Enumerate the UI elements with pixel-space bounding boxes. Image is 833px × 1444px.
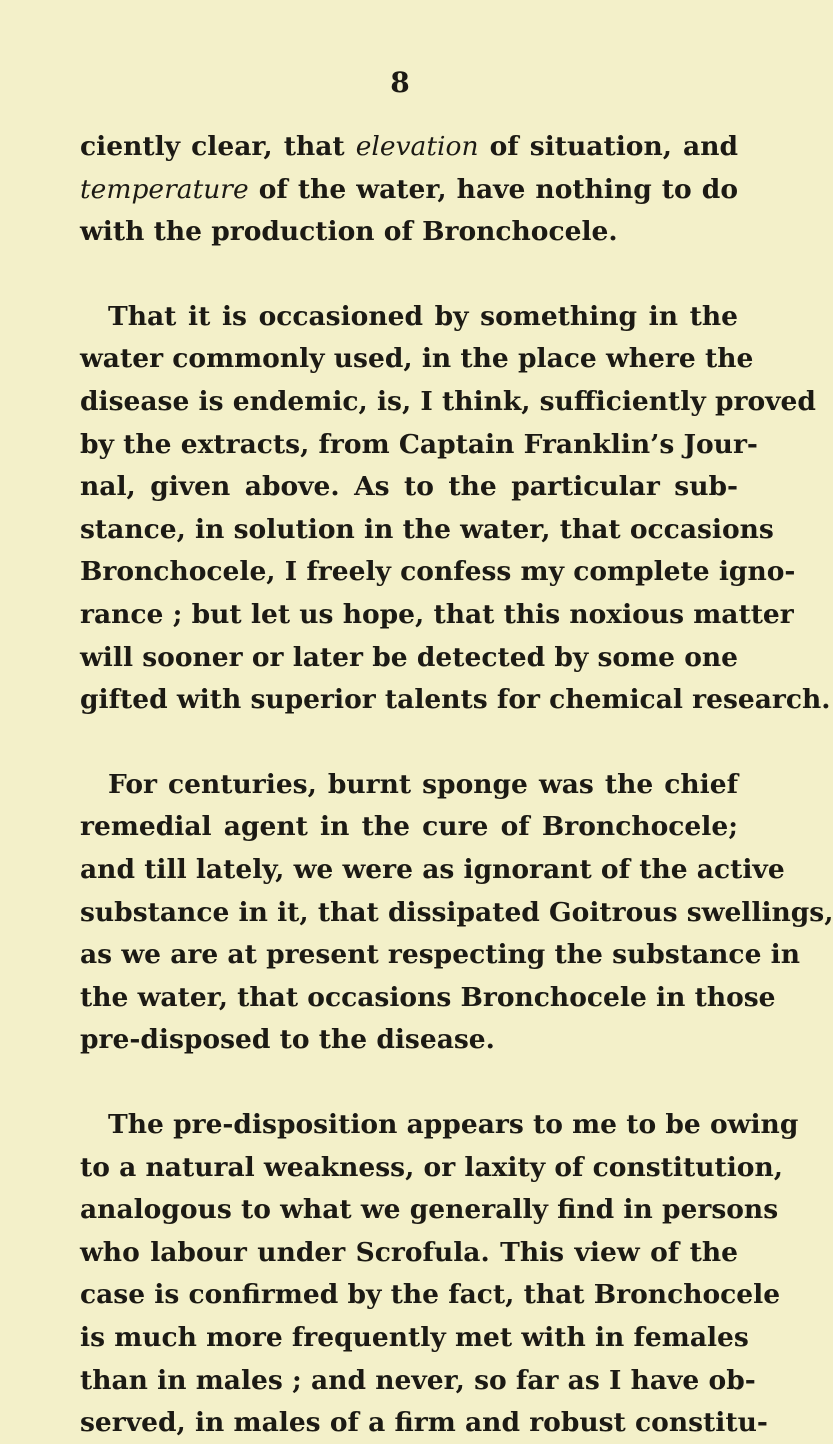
- text-run: as we are at present respecting the substance in: [80, 939, 800, 970]
- text-run: with the production of Bronchocele.: [80, 216, 618, 247]
- text-run: ciently clear, that: [80, 131, 356, 162]
- italic-phrase: elevation: [355, 131, 479, 162]
- text-line: [80, 806, 738, 848]
- text-line: [80, 424, 758, 466]
- text-run: For centuries, burnt sponge was the chief: [108, 769, 738, 800]
- text-run: to a natural weakness, or laxity of constitution,: [80, 1152, 783, 1183]
- text-line: [80, 637, 738, 679]
- text-line: [80, 338, 754, 380]
- text-run: substance in it, that dissipated Goitrous swellings,: [80, 897, 833, 928]
- text-line: [80, 509, 774, 551]
- text-run: pre-disposed to the disease.: [80, 1024, 495, 1055]
- italic-phrase: temperature: [80, 174, 249, 205]
- text-line: [108, 296, 738, 338]
- text-line: [80, 1360, 756, 1402]
- text-line: [80, 594, 794, 636]
- text-run: is much more frequently met with in females: [80, 1322, 749, 1353]
- text-run: That it is occasioned by something in the: [108, 301, 738, 332]
- text-run: water commonly used, in the place where the: [80, 343, 754, 374]
- text-run: analogous to what we generally find in persons: [80, 1194, 779, 1225]
- text-run: served, in males of a firm and robust constitu-: [80, 1407, 768, 1438]
- text-line: [80, 679, 831, 721]
- text-run: who labour under Scrofula. This view of the: [80, 1237, 738, 1268]
- text-run: rance ; but let us hope, that this noxious matter: [80, 599, 794, 630]
- text-line: [80, 211, 738, 253]
- text-line: [80, 551, 796, 593]
- text-run: Bronchocele, I freely confess my complete igno-: [80, 556, 796, 587]
- text-run: gifted with superior talents for chemical research.: [80, 684, 831, 715]
- text-run: and till lately, we were as ignorant of the active: [80, 854, 785, 885]
- text-line: [80, 892, 833, 934]
- text-run: disease is endemic, is, I think, sufficiently proved: [80, 386, 816, 417]
- text-line: [80, 126, 738, 168]
- page-number: 8: [390, 66, 410, 99]
- text-line: [80, 1402, 768, 1444]
- text-line: [80, 381, 816, 423]
- text-run: The pre-disposition appears to me to be owing: [108, 1109, 799, 1140]
- text-line: [80, 1019, 738, 1061]
- text-line: [80, 169, 738, 211]
- text-line: [80, 1317, 749, 1359]
- text-line: [80, 466, 738, 508]
- text-line: [80, 934, 800, 976]
- text-run: the water, that occasions Bronchocele in those: [80, 982, 776, 1013]
- text-line: [80, 849, 785, 891]
- text-run: by the extracts, from Captain Franklin’s Jour-: [80, 429, 758, 460]
- text-line: [80, 977, 776, 1019]
- text-line: [80, 1189, 779, 1231]
- text-run: of the water, have nothing to do: [248, 174, 738, 205]
- text-run: than in males ; and never, so far as I have ob-: [80, 1365, 756, 1396]
- text-run: of situation, and: [478, 131, 738, 162]
- text-run: stance, in solution in the water, that occasions: [80, 514, 774, 545]
- text-run: case is confirmed by the fact, that Bronchocele: [80, 1279, 781, 1310]
- text-line: [80, 1274, 781, 1316]
- text-line: [108, 1104, 799, 1146]
- text-line: [108, 764, 738, 806]
- text-run: will sooner or later be detected by some one: [80, 642, 738, 673]
- text-line: [80, 1147, 783, 1189]
- text-run: nal, given above. As to the particular sub-: [80, 471, 738, 502]
- text-run: remedial agent in the cure of Bronchocele;: [80, 811, 738, 842]
- text-line: [80, 1232, 738, 1274]
